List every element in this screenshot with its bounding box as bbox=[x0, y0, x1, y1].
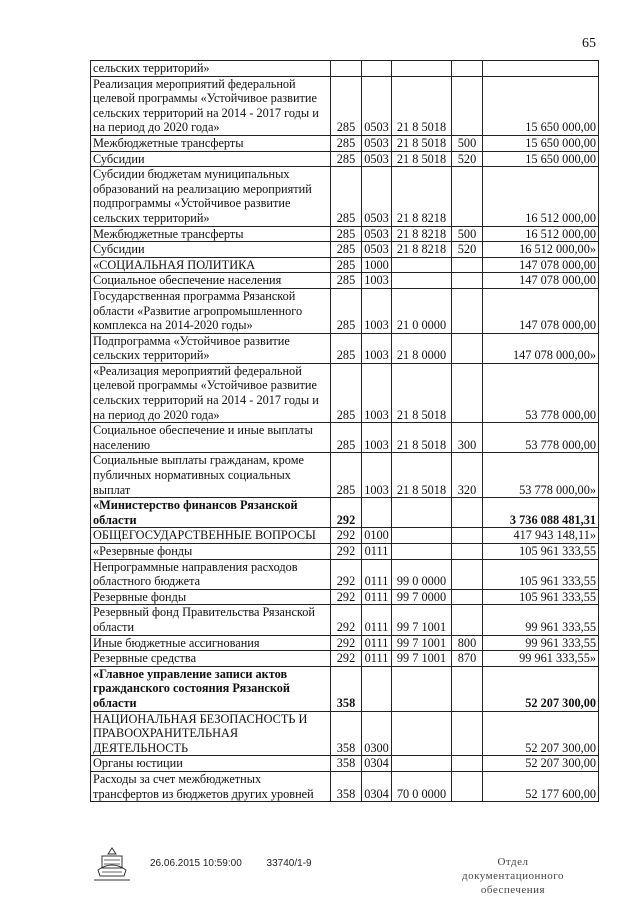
row-code: 285 bbox=[331, 226, 362, 242]
row-expense-type bbox=[452, 711, 483, 756]
row-target-article bbox=[392, 528, 452, 544]
row-name: Непрограммные направления расходов областного бюджета bbox=[91, 559, 331, 589]
table-row bbox=[91, 333, 599, 363]
row-section: 1000 bbox=[362, 257, 392, 273]
table-row bbox=[91, 498, 599, 528]
table-row bbox=[91, 257, 599, 273]
row-amount: 3 736 088 481,31 bbox=[483, 498, 599, 528]
row-expense-type bbox=[452, 61, 483, 77]
row-target-article: 21 8 5018 bbox=[392, 423, 452, 453]
row-amount: 53 778 000,00 bbox=[483, 423, 599, 453]
row-section: 0503 bbox=[362, 76, 392, 135]
row-section: 0100 bbox=[362, 528, 392, 544]
row-amount: 99 961 333,55» bbox=[483, 651, 599, 667]
row-target-article: 21 8 8218 bbox=[392, 167, 452, 226]
row-expense-type bbox=[452, 288, 483, 333]
row-target-article: 99 7 1001 bbox=[392, 605, 452, 635]
row-section: 0111 bbox=[362, 544, 392, 560]
table-row bbox=[91, 544, 599, 560]
row-expense-type bbox=[452, 257, 483, 273]
row-expense-type: 870 bbox=[452, 651, 483, 667]
row-code: 285 bbox=[331, 273, 362, 289]
row-name: Органы юстиции bbox=[91, 756, 331, 772]
budget-table bbox=[90, 60, 599, 802]
row-target-article bbox=[392, 544, 452, 560]
row-name: Иные бюджетные ассигнования bbox=[91, 635, 331, 651]
row-target-article: 99 7 1001 bbox=[392, 635, 452, 651]
table-row bbox=[91, 135, 599, 151]
table-row bbox=[91, 226, 599, 242]
row-target-article bbox=[392, 61, 452, 77]
page-number: 65 bbox=[582, 36, 596, 51]
row-expense-type bbox=[452, 756, 483, 772]
row-expense-type bbox=[452, 167, 483, 226]
row-section: 0503 bbox=[362, 242, 392, 258]
row-expense-type: 500 bbox=[452, 135, 483, 151]
row-expense-type bbox=[452, 666, 483, 711]
table-row bbox=[91, 288, 599, 333]
row-code: 285 bbox=[331, 453, 362, 498]
row-code: 285 bbox=[331, 257, 362, 273]
row-code: 292 bbox=[331, 635, 362, 651]
row-code: 358 bbox=[331, 771, 362, 801]
row-amount: 52 207 300,00 bbox=[483, 666, 599, 711]
row-target-article bbox=[392, 711, 452, 756]
row-amount: 16 512 000,00 bbox=[483, 226, 599, 242]
row-target-article: 21 8 0000 bbox=[392, 333, 452, 363]
row-code: 285 bbox=[331, 423, 362, 453]
row-name: «Главное управление записи актов гражданского состояния Рязанской области bbox=[91, 666, 331, 711]
row-expense-type bbox=[452, 605, 483, 635]
row-target-article bbox=[392, 666, 452, 711]
row-section: 0111 bbox=[362, 635, 392, 651]
table-row bbox=[91, 242, 599, 258]
row-name: сельских территорий» bbox=[91, 61, 331, 77]
row-amount: 417 943 148,11» bbox=[483, 528, 599, 544]
table-row bbox=[91, 151, 599, 167]
row-section bbox=[362, 666, 392, 711]
row-target-article: 99 0 0000 bbox=[392, 559, 452, 589]
row-section: 0304 bbox=[362, 756, 392, 772]
row-expense-type bbox=[452, 559, 483, 589]
row-name: ОБЩЕГОСУДАРСТВЕННЫЕ ВОПРОСЫ bbox=[91, 528, 331, 544]
row-name: Межбюджетные трансферты bbox=[91, 226, 331, 242]
table-row bbox=[91, 273, 599, 289]
stamp-line-2: обеспечения bbox=[480, 884, 546, 896]
row-expense-type: 320 bbox=[452, 453, 483, 498]
row-name: Реализация мероприятий федеральной целевой программы «Устойчивое развитие сельских территорий на 2014 - 2017 годы и на период до 2020 года» bbox=[91, 76, 331, 135]
row-code: 292 bbox=[331, 605, 362, 635]
row-name: «Реализация мероприятий федеральной целевой программы «Устойчивое развитие сельских территорий на 2014 - 2017 годы и на период до 2020 года» bbox=[91, 363, 331, 422]
table-row bbox=[91, 666, 599, 711]
footer-doc-number: 33740/1-9 bbox=[266, 858, 312, 869]
row-target-article: 21 8 5018 bbox=[392, 363, 452, 422]
row-section: 0304 bbox=[362, 771, 392, 801]
row-section: 1003 bbox=[362, 273, 392, 289]
row-target-article: 21 8 5018 bbox=[392, 151, 452, 167]
row-amount: 53 778 000,00 bbox=[483, 363, 599, 422]
row-expense-type bbox=[452, 589, 483, 605]
row-section: 0503 bbox=[362, 167, 392, 226]
row-name: Межбюджетные трансферты bbox=[91, 135, 331, 151]
emblem-logo bbox=[88, 846, 136, 884]
table-row bbox=[91, 363, 599, 422]
row-target-article: 21 8 8218 bbox=[392, 226, 452, 242]
row-section: 0300 bbox=[362, 711, 392, 756]
row-target-article: 21 8 5018 bbox=[392, 76, 452, 135]
department-stamp bbox=[448, 855, 578, 897]
row-amount: 53 778 000,00» bbox=[483, 453, 599, 498]
row-section: 1003 bbox=[362, 363, 392, 422]
table-row bbox=[91, 559, 599, 589]
row-code: 285 bbox=[331, 288, 362, 333]
row-code: 285 bbox=[331, 333, 362, 363]
row-target-article: 99 7 0000 bbox=[392, 589, 452, 605]
row-target-article bbox=[392, 257, 452, 273]
row-section bbox=[362, 498, 392, 528]
row-target-article bbox=[392, 498, 452, 528]
row-section: 0503 bbox=[362, 226, 392, 242]
table-row bbox=[91, 711, 599, 756]
table-row bbox=[91, 423, 599, 453]
row-amount: 105 961 333,55 bbox=[483, 559, 599, 589]
row-name: Подпрограмма «Устойчивое развитие сельских территорий» bbox=[91, 333, 331, 363]
row-section: 1003 bbox=[362, 288, 392, 333]
row-target-article: 21 8 8218 bbox=[392, 242, 452, 258]
row-amount: 16 512 000,00 bbox=[483, 167, 599, 226]
row-name: Социальное обеспечение населения bbox=[91, 273, 331, 289]
row-name: Социальное обеспечение и иные выплаты населению bbox=[91, 423, 331, 453]
row-amount: 99 961 333,55 bbox=[483, 635, 599, 651]
row-code: 292 bbox=[331, 528, 362, 544]
row-amount: 16 512 000,00» bbox=[483, 242, 599, 258]
row-section: 0111 bbox=[362, 651, 392, 667]
table-row bbox=[91, 61, 599, 77]
row-target-article: 70 0 0000 bbox=[392, 771, 452, 801]
row-name: Субсидии bbox=[91, 242, 331, 258]
row-name: «Резервные фонды bbox=[91, 544, 331, 560]
row-code: 285 bbox=[331, 167, 362, 226]
row-target-article bbox=[392, 273, 452, 289]
row-amount: 147 078 000,00» bbox=[483, 333, 599, 363]
row-name: Государственная программа Рязанской области «Развитие агропромышленного комплекса на 2014-2020 годы» bbox=[91, 288, 331, 333]
row-code: 285 bbox=[331, 151, 362, 167]
row-name: Резервные средства bbox=[91, 651, 331, 667]
row-name: Резервные фонды bbox=[91, 589, 331, 605]
row-expense-type: 520 bbox=[452, 151, 483, 167]
row-code: 292 bbox=[331, 651, 362, 667]
row-amount: 52 207 300,00 bbox=[483, 711, 599, 756]
row-code bbox=[331, 61, 362, 77]
row-expense-type bbox=[452, 273, 483, 289]
row-code: 358 bbox=[331, 711, 362, 756]
row-amount: 147 078 000,00 bbox=[483, 273, 599, 289]
row-expense-type bbox=[452, 498, 483, 528]
row-expense-type: 520 bbox=[452, 242, 483, 258]
row-section: 1003 bbox=[362, 453, 392, 498]
row-target-article: 21 0 0000 bbox=[392, 288, 452, 333]
row-target-article: 21 8 5018 bbox=[392, 135, 452, 151]
row-section: 0111 bbox=[362, 589, 392, 605]
row-code: 285 bbox=[331, 363, 362, 422]
row-amount: 147 078 000,00 bbox=[483, 257, 599, 273]
row-code: 285 bbox=[331, 242, 362, 258]
stamp-line-1: Отдел документационного bbox=[462, 856, 564, 882]
row-name: НАЦИОНАЛЬНАЯ БЕЗОПАСНОСТЬ И ПРАВООХРАНИТЕЛЬНАЯ ДЕЯТЕЛЬНОСТЬ bbox=[91, 711, 331, 756]
row-amount: 99 961 333,55 bbox=[483, 605, 599, 635]
row-code: 285 bbox=[331, 135, 362, 151]
row-expense-type bbox=[452, 76, 483, 135]
row-name: «Министерство финансов Рязанской области bbox=[91, 498, 331, 528]
table-row bbox=[91, 167, 599, 226]
row-amount: 15 650 000,00 bbox=[483, 76, 599, 135]
row-code: 292 bbox=[331, 498, 362, 528]
row-code: 358 bbox=[331, 756, 362, 772]
table-row bbox=[91, 605, 599, 635]
row-amount: 15 650 000,00 bbox=[483, 135, 599, 151]
table-row bbox=[91, 651, 599, 667]
row-section: 0503 bbox=[362, 151, 392, 167]
table-row bbox=[91, 756, 599, 772]
row-amount: 105 961 333,55 bbox=[483, 544, 599, 560]
row-expense-type: 500 bbox=[452, 226, 483, 242]
row-amount: 105 961 333,55 bbox=[483, 589, 599, 605]
row-section: 1003 bbox=[362, 333, 392, 363]
row-section: 0111 bbox=[362, 559, 392, 589]
table-row bbox=[91, 528, 599, 544]
row-code: 285 bbox=[331, 76, 362, 135]
row-expense-type bbox=[452, 363, 483, 422]
row-section bbox=[362, 61, 392, 77]
row-name: Субсидии бюджетам муниципальных образований на реализацию мероприятий подпрограммы «Устойчивое развитие сельских территорий» bbox=[91, 167, 331, 226]
footer-datetime: 26.06.2015 10:59:00 bbox=[150, 858, 242, 869]
row-section: 0503 bbox=[362, 135, 392, 151]
row-expense-type bbox=[452, 528, 483, 544]
row-code: 358 bbox=[331, 666, 362, 711]
row-name: Резервный фонд Правительства Рязанской области bbox=[91, 605, 331, 635]
row-code: 292 bbox=[331, 559, 362, 589]
row-expense-type bbox=[452, 544, 483, 560]
row-target-article: 99 7 1001 bbox=[392, 651, 452, 667]
footer bbox=[150, 858, 334, 869]
row-amount: 147 078 000,00 bbox=[483, 288, 599, 333]
row-amount: 52 207 300,00 bbox=[483, 756, 599, 772]
row-expense-type bbox=[452, 333, 483, 363]
row-section: 1003 bbox=[362, 423, 392, 453]
table-row bbox=[91, 589, 599, 605]
row-name: Расходы за счет межбюджетных трансфертов из бюджетов других уровней bbox=[91, 771, 331, 801]
table-row bbox=[91, 635, 599, 651]
table-row bbox=[91, 771, 599, 801]
row-amount bbox=[483, 61, 599, 77]
row-code: 292 bbox=[331, 589, 362, 605]
row-target-article: 21 8 5018 bbox=[392, 453, 452, 498]
row-amount: 15 650 000,00 bbox=[483, 151, 599, 167]
table-row bbox=[91, 76, 599, 135]
row-expense-type bbox=[452, 771, 483, 801]
row-expense-type: 300 bbox=[452, 423, 483, 453]
row-section: 0111 bbox=[362, 605, 392, 635]
row-expense-type: 800 bbox=[452, 635, 483, 651]
row-code: 292 bbox=[331, 544, 362, 560]
row-amount: 52 177 600,00 bbox=[483, 771, 599, 801]
row-name: Социальные выплаты гражданам, кроме публичных нормативных социальных выплат bbox=[91, 453, 331, 498]
row-name: «СОЦИАЛЬНАЯ ПОЛИТИКА bbox=[91, 257, 331, 273]
row-name: Субсидии bbox=[91, 151, 331, 167]
table-row bbox=[91, 453, 599, 498]
row-target-article bbox=[392, 756, 452, 772]
